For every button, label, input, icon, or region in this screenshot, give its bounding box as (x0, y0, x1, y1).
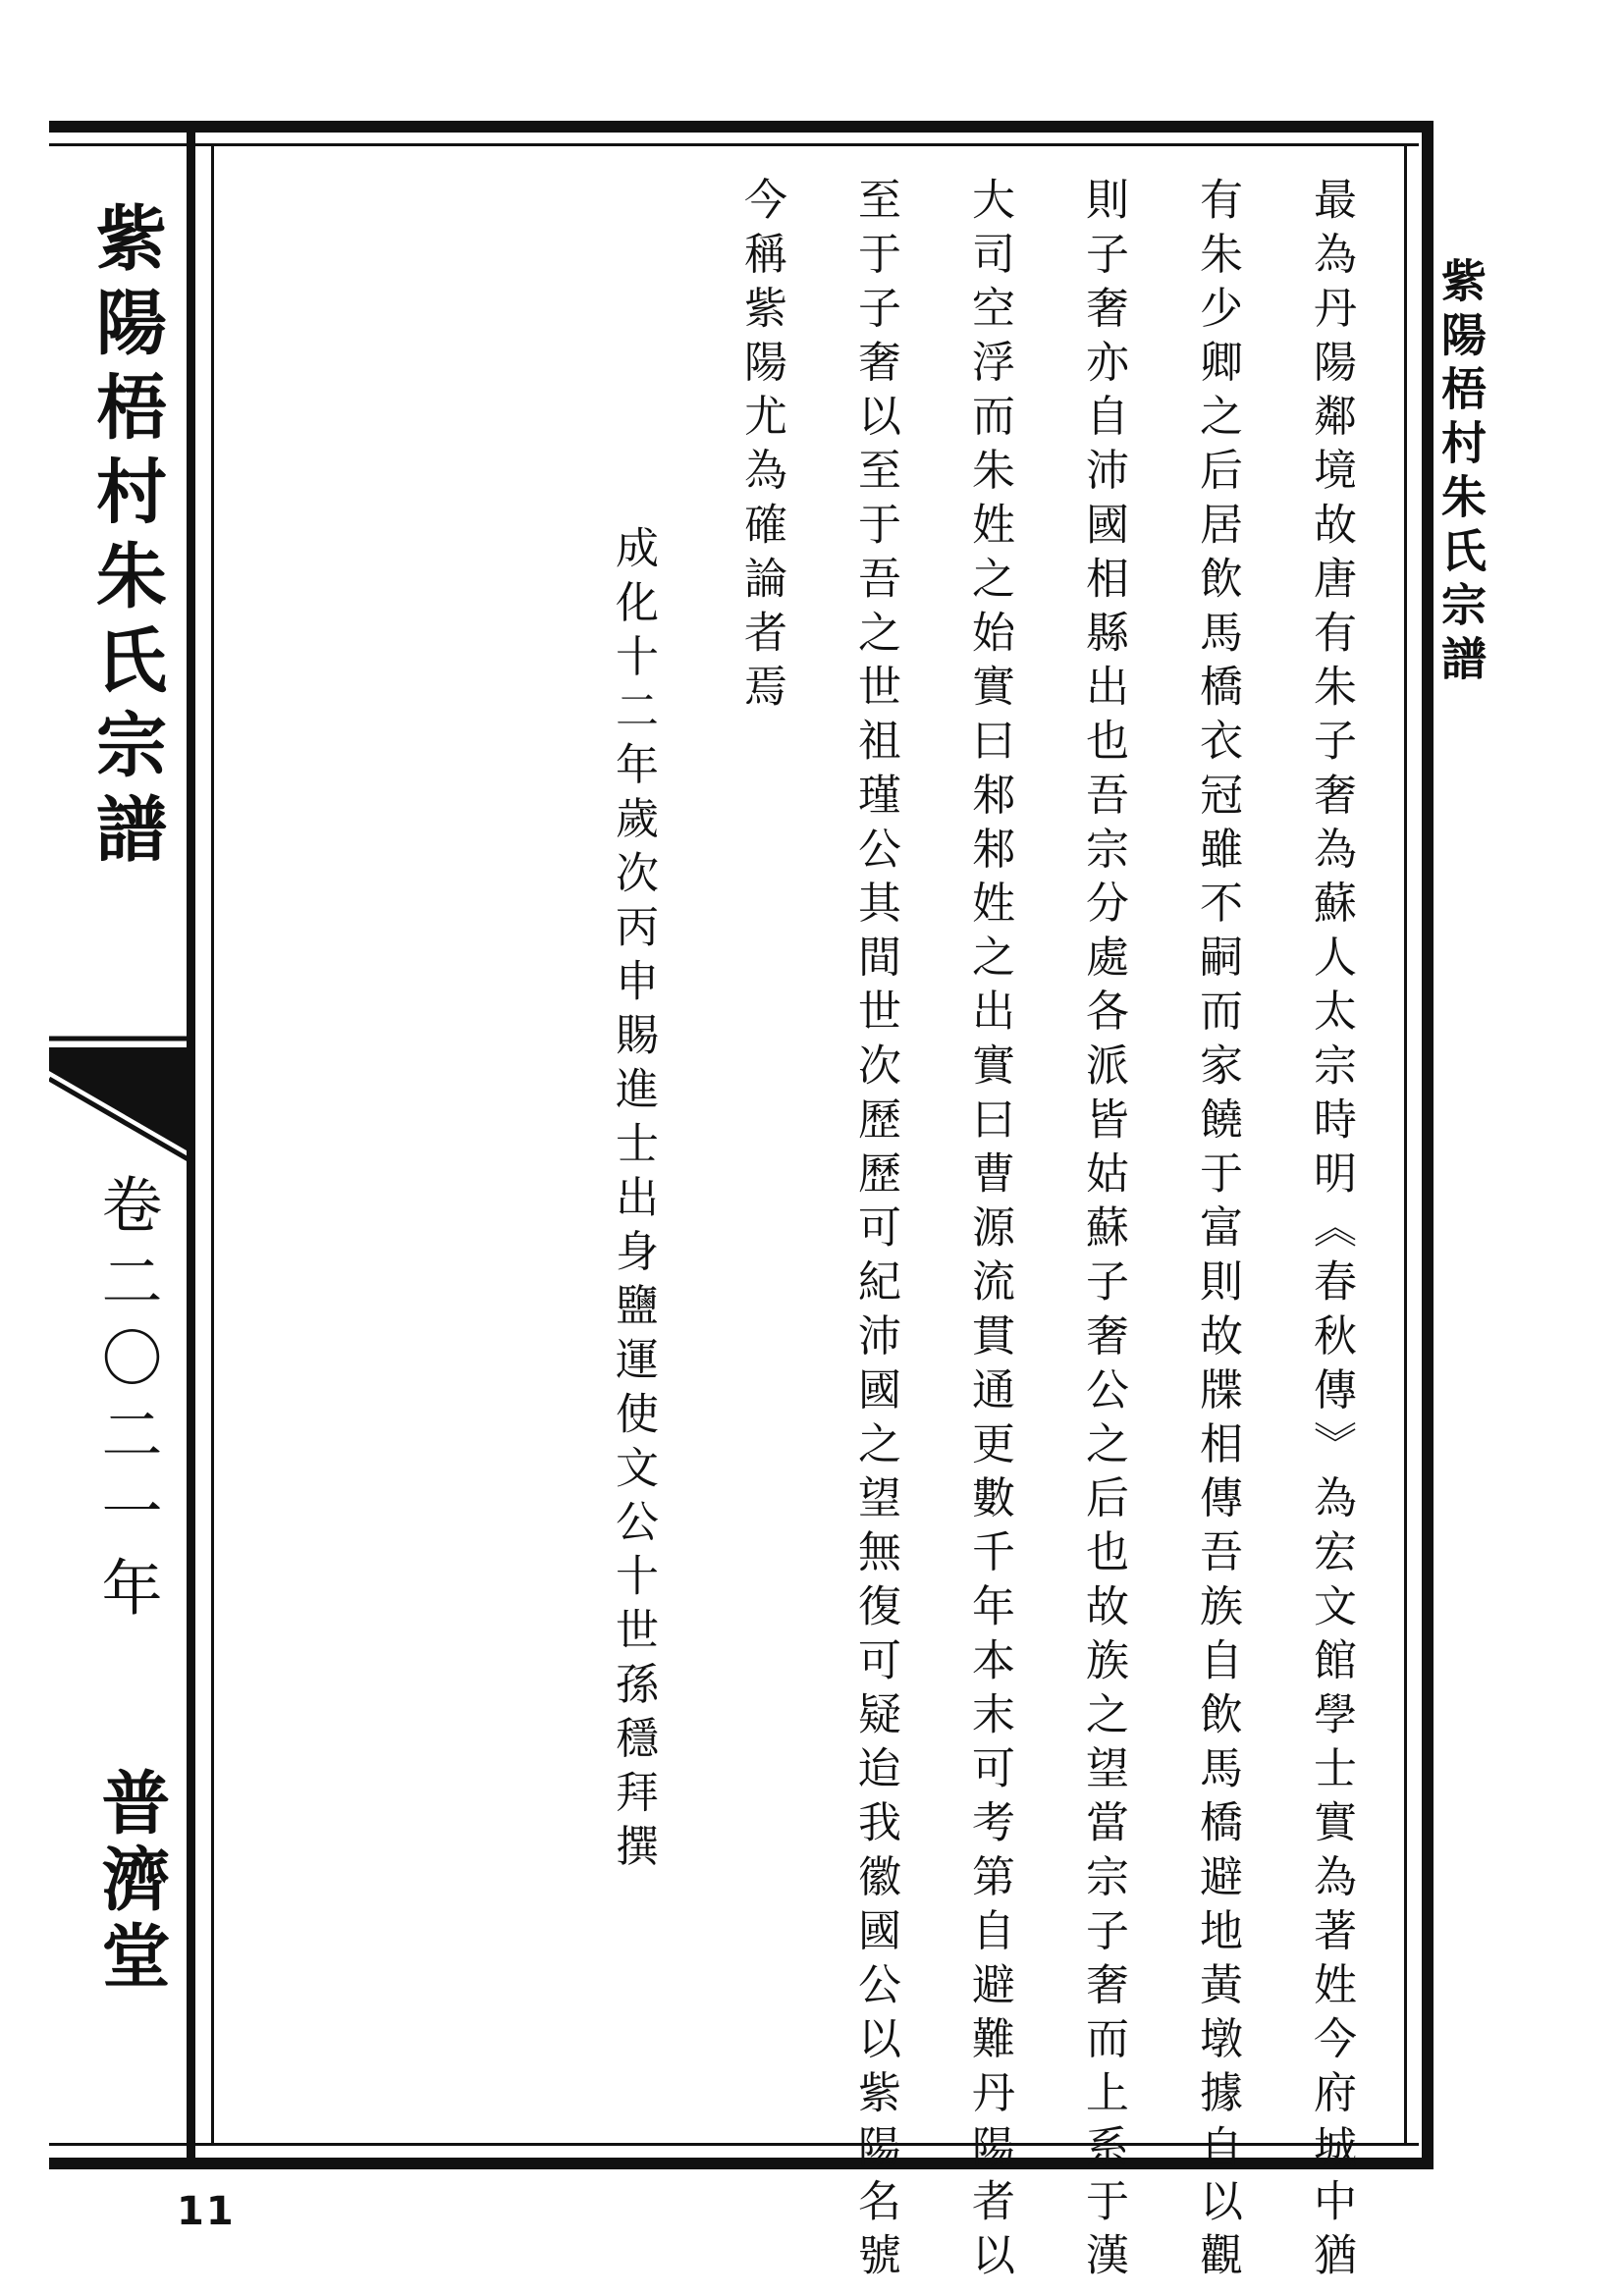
frame-right-thick (1422, 121, 1434, 2169)
body-column-1: 最為丹陽鄰境故唐有朱子奢為蘇人太宗時明《春秋傳》為宏文館學士實為著姓今府城中猶 (1306, 177, 1356, 2286)
body-column-5: 至于子奢以至于吾之世祖瑾公其間世次歷歷可紀沛國之望無復可疑迨我徽國公以紫陽名號 (850, 177, 900, 2286)
frame-top-thick (49, 121, 1434, 133)
spine-title: 紫陽梧村朱氏宗譜 (84, 201, 168, 877)
spine-divider-thin (211, 146, 214, 2143)
spine-volume: 卷二〇二一年 (91, 1173, 163, 1632)
fishtail-ornament (49, 1036, 196, 1183)
body-column-2: 有朱少卿之后居飲馬橋衣冠雖不嗣而家饒于富則故牒相傳吾族自飲馬橋避地黃墩據自以觀 (1192, 177, 1242, 2286)
body-column-6: 今稱紫陽尤為確論者焉 (736, 177, 786, 718)
body-column-4: 大司空浮而朱姓之始實曰邾邾姓之出實曰曹源流貫通更數千年本末可考第自避難丹陽者以 (964, 177, 1014, 2286)
body-column-3: 則子奢亦自沛國相縣出也吾宗分處各派皆姑蘇子奢公之后也故族之望當宗子奢而上系于漢 (1078, 177, 1128, 2286)
page-number: 11 (177, 2189, 236, 2234)
spine-publisher: 普濟堂 (90, 1767, 172, 1997)
frame-top-thin (49, 143, 1419, 146)
frame-right-thin (1404, 143, 1407, 2146)
running-title: 紫陽梧村朱氏宗譜 (1434, 257, 1488, 689)
signature-column: 成化十二年歲次丙申賜進士出身鹽運使文公十世孫穩拜撰 (608, 525, 658, 1878)
